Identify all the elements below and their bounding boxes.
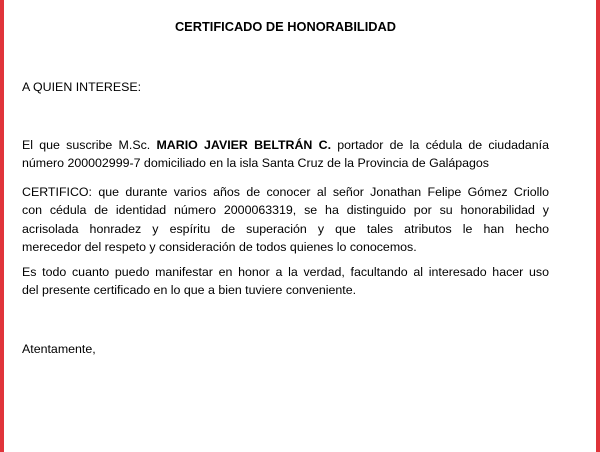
- paragraph-closing-statement: [22, 263, 549, 300]
- document-title-text: CERTIFICADO DE HONORABILIDAD: [174, 19, 397, 34]
- signatory-intro: El que suscribe M.Sc.: [22, 138, 151, 152]
- document-title: [22, 18, 549, 36]
- paragraph-certification-line2: con cédula de identidad número 2000063319, se ha distinguido por su honorabilidad y: [22, 203, 549, 218]
- paragraph-signatory-line1: [22, 136, 549, 154]
- paragraph-certification-line1: CERTIFICO: que durante varios años de conocer al señor Jonathan Felipe Gómez Criollo: [22, 185, 549, 199]
- signatory-id-text: portador de la cédula de ciudadanía: [337, 138, 549, 152]
- paragraph-certification-line3: acrisolada honradez y espíritu de superación y que tales atributos le han hecho: [22, 221, 549, 236]
- left-border-rule: [0, 0, 4, 452]
- right-border-rule: [596, 0, 600, 452]
- paragraph-signatory: [22, 136, 549, 173]
- closing-salutation: Atentamente,: [22, 342, 96, 356]
- addressee-line: A QUIEN INTERESE:: [22, 80, 142, 94]
- paragraph-closing-line2: del presente certificado en lo que a bien tuviere conveniente.: [22, 283, 357, 298]
- paragraph-certification-line4: merecedor del respeto y consideración de todos quienes lo conocemos.: [22, 240, 417, 255]
- signatory-name: MARIO JAVIER BELTRÁN C.: [156, 138, 332, 152]
- paragraph-signatory-line2: número 200002999-7 domiciliado en la isla Santa Cruz de la Provincia de Galápagos: [22, 156, 490, 171]
- paragraph-certification: [22, 183, 549, 257]
- paragraph-closing-line1: Es todo cuanto puedo manifestar en honor a la verdad, facultando al interesado hacer uso: [22, 265, 549, 279]
